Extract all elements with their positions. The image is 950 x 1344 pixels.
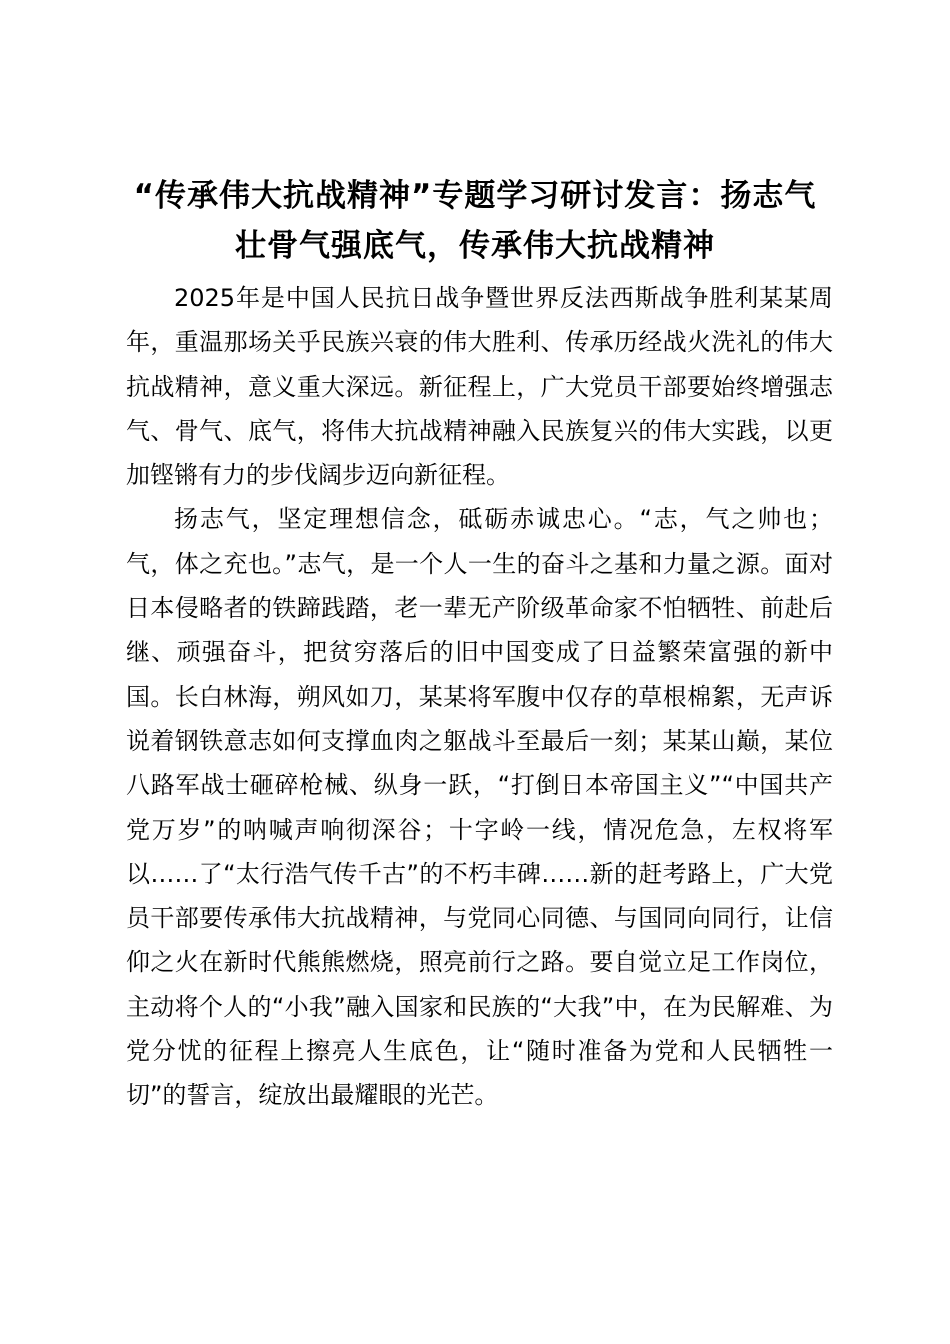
paragraph-zhiqi: 扬志气，坚定理想信念，砥砺赤诚忠心。“志，气之帅也；气，体之充也。”志气，是一个人一生的奋斗之基和力量之源。面对日本侵略者的铁蹄践踏，老一辈无产阶级革命家不怕牺牲、前赴后继、顽强奋斗，把贫穷落后的旧中国变成了日益繁荣富强的新中国。长白林海，朔风如刀，某某将军腹中仅存的草根棉絮，无声诉说着钢铁意志如何支撑血肉之躯战斗至最后一刻；某某山巅，某位八路军战士砸碎枪械、纵身一跃，“打倒日本帝国主义”“中国共产党万岁”的呐喊声响彻深谷；十字岭一线，情况危急，左权将军以……了“太行浩气传千古”的不朽丰碑……新的赶考路上，广大党员干部要传承伟大抗战精神，与党同心同德、与国同向同行，让信仰之火在新时代熊熊燃烧，照亮前行之路。要自觉立足工作岗位，主动将个人的“小我”融入国家和民族的“大我”中，在为民解难、为党分忧的征程上擦亮人生底色，让“随时准备为党和人民牺牲一切”的誓言，绽放出最耀眼的光芒。 [126,505,833,1110]
paragraph-intro: 2025年是中国人民抗日战争暨世界反法西斯战争胜利某某周年，重温那场关乎民族兴衰的伟大胜利、传承历经战火洗礼的伟大抗战精神，意义重大深远。新征程上，广大党员干部要始终增强志气、骨气、底气，将伟大抗战精神融入民族复兴的伟大实践，以更加铿锵有力的步伐阔步迈向新征程。 [126,284,833,490]
document-body [126,276,833,1118]
document-title: “传承伟大抗战精神”专题学习研讨发言：扬志气壮骨气强底气，传承伟大抗战精神 [133,178,817,264]
